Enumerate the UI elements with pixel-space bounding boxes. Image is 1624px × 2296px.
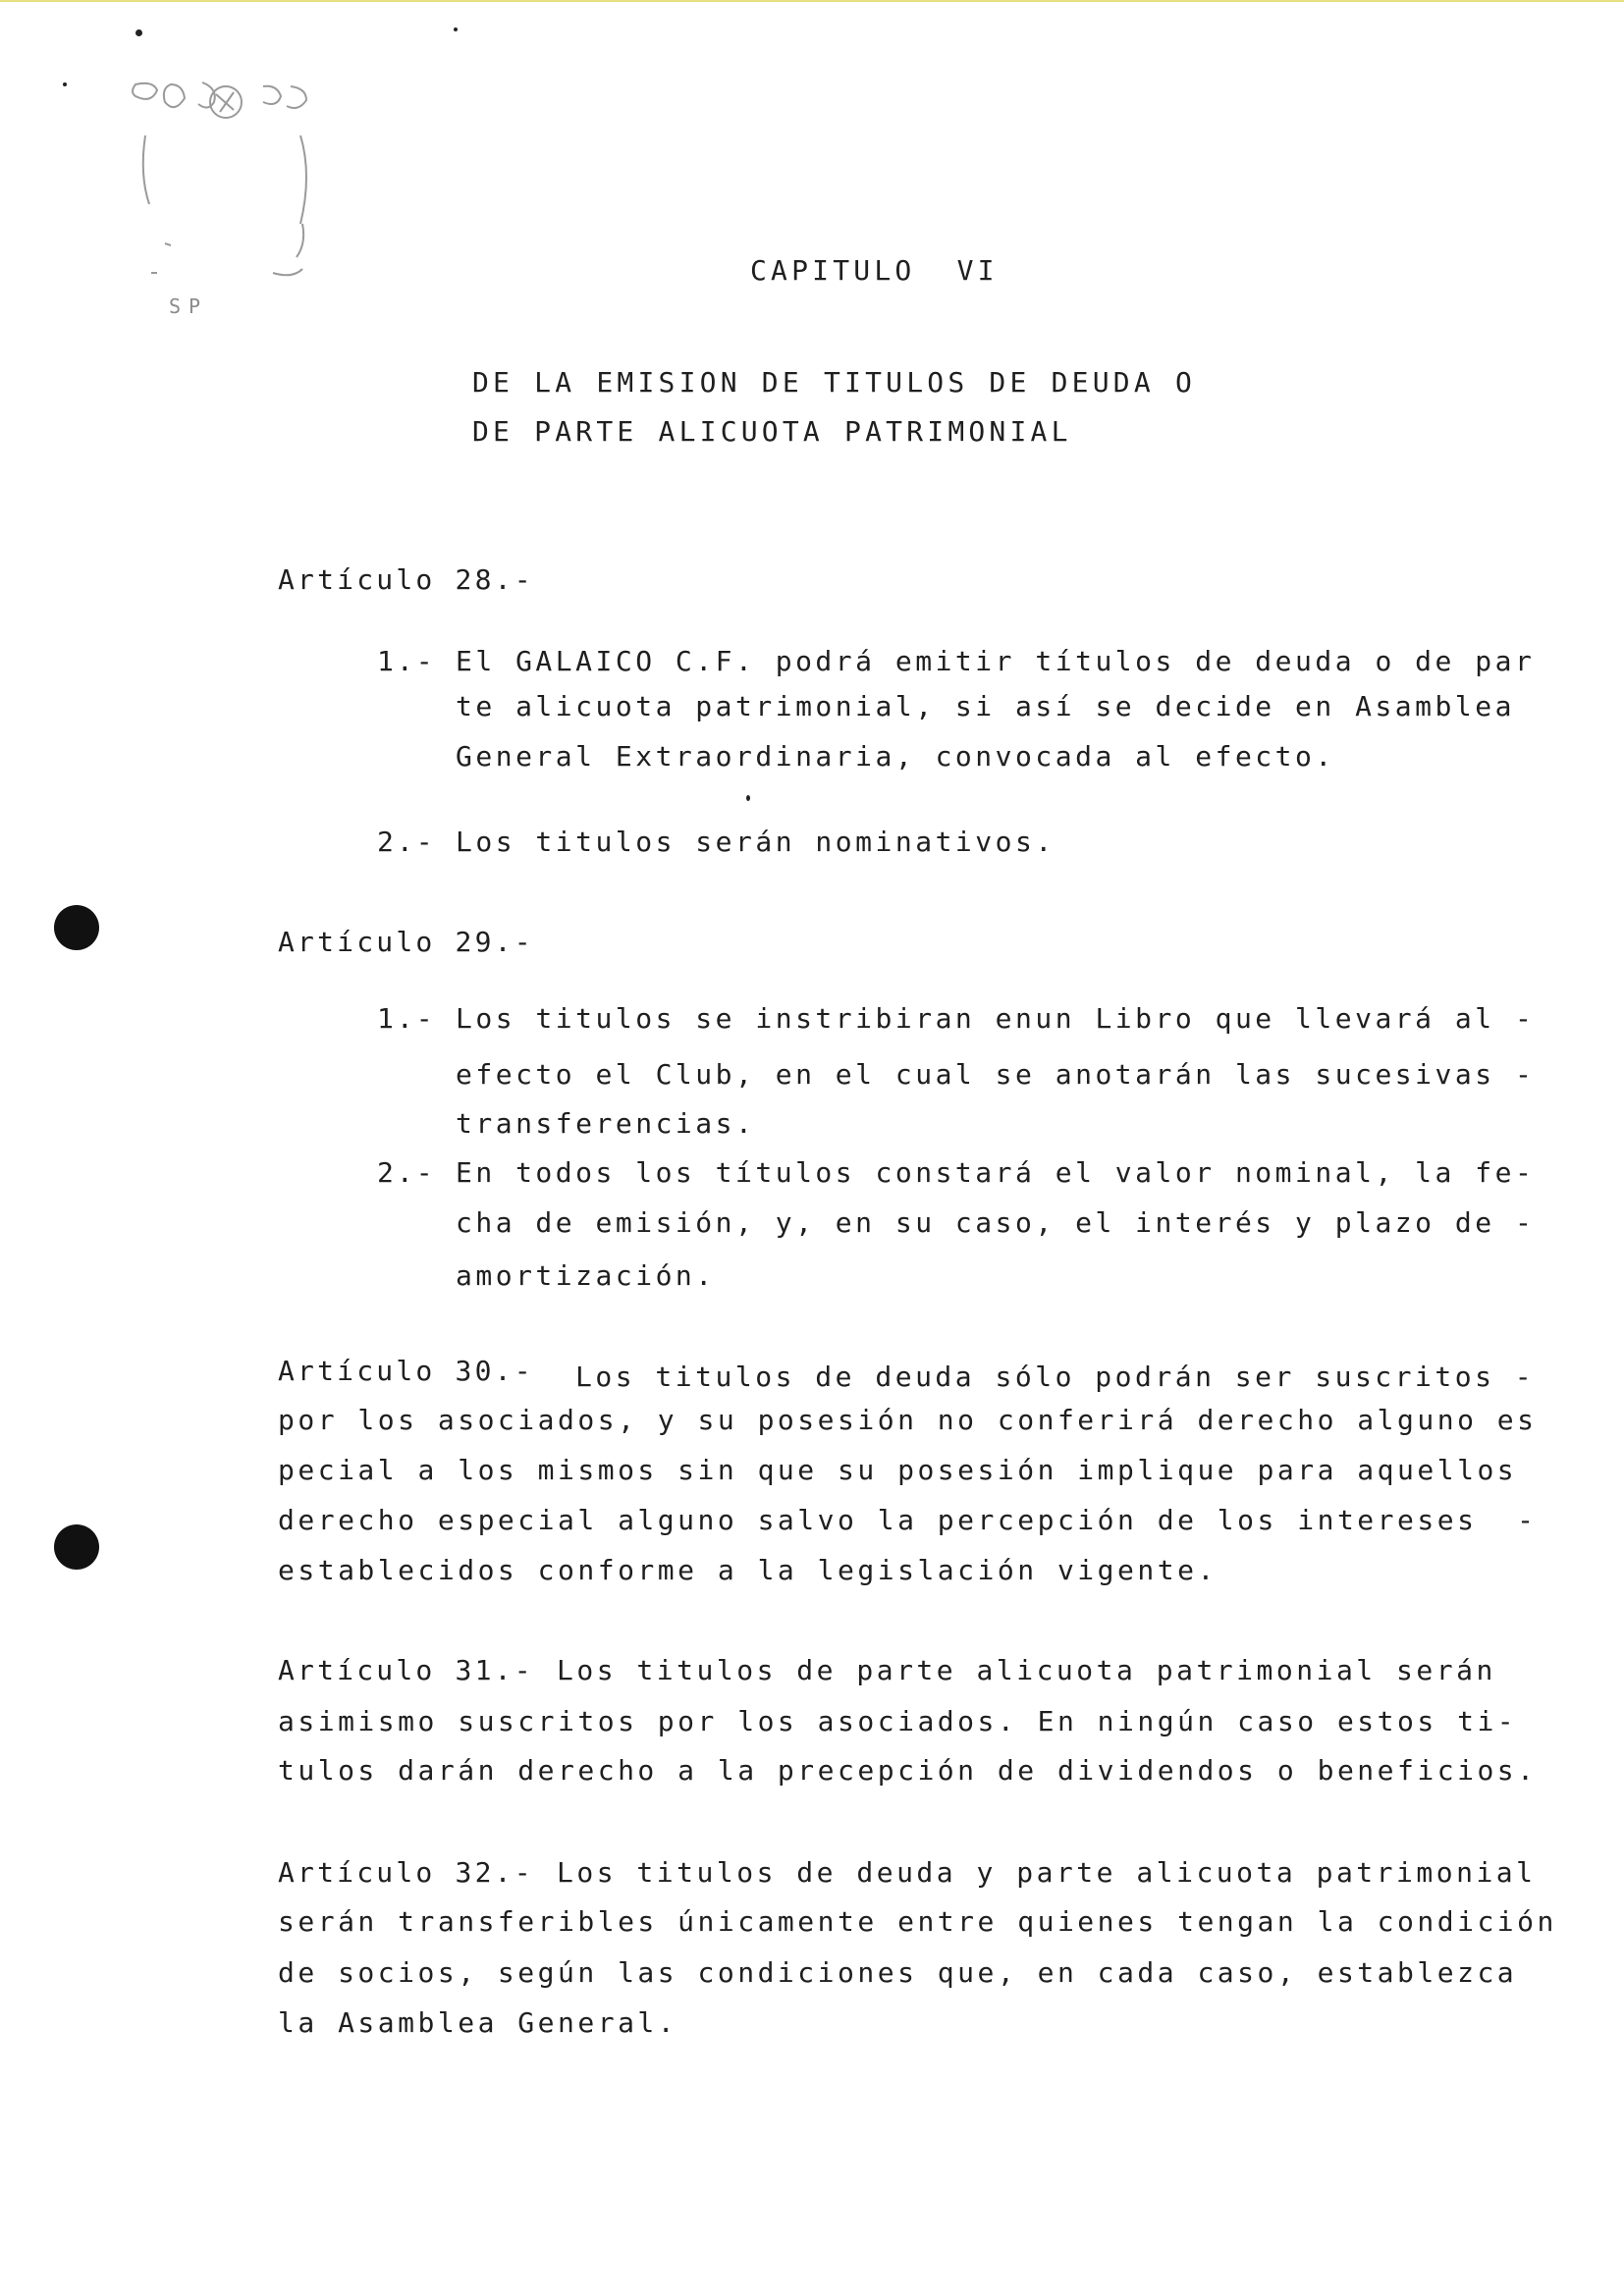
article-28-item-1-number: 1.- <box>377 645 436 677</box>
binder-hole-bottom <box>54 1524 99 1570</box>
article-28-item-1-line-2: te alicuota patrimonial, si así se decide en Asamblea <box>456 690 1515 722</box>
ink-speck <box>135 29 142 36</box>
article-29-item-2-line-3: amortización. <box>456 1259 716 1292</box>
article-32-line-1: Los titulos de deuda y parte alicuota patrimonial <box>557 1856 1537 1889</box>
article-32-line-2: serán transferibles únicamente entre quienes tengan la condición <box>278 1905 1557 1938</box>
chapter-subtitle-line-1: DE LA EMISION DE TITULOS DE DEUDA O <box>472 366 1197 399</box>
article-32-label: Artículo 32.- <box>278 1856 534 1889</box>
article-28-label: Artículo 28.- <box>278 563 534 596</box>
article-32-line-3: de socios, según las condiciones que, en cada caso, establezca <box>278 1956 1518 1989</box>
article-31-line-2: asimismo suscritos por los asociados. En ningún caso estos ti- <box>278 1705 1518 1737</box>
ink-speck <box>746 795 750 801</box>
chapter-title: CAPITULO VI <box>750 254 999 287</box>
article-28-item-1-line-1: El GALAICO C.F. podrá emitir títulos de deuda o de par <box>456 645 1536 677</box>
article-28-item-2-line-1: Los titulos serán nominativos. <box>456 826 1056 858</box>
article-29-item-1-line-3: transferencias. <box>456 1107 756 1140</box>
article-30-line-2: por los asociados, y su posesión no conferirá derecho alguno es <box>278 1404 1538 1436</box>
article-29-item-1-line-1: Los titulos se instribiran enun Libro que llevará al - <box>456 1002 1536 1035</box>
article-30-line-3: pecial a los mismos sin que su posesión implique para aquellos <box>278 1454 1518 1486</box>
club-seal-stamp <box>126 77 332 332</box>
ink-speck <box>63 82 67 86</box>
article-28-item-1-line-3: General Extraordinaria, convocada al efecto. <box>456 740 1335 773</box>
article-29-item-1-number: 1.- <box>377 1002 436 1035</box>
binder-hole-top <box>54 905 99 950</box>
seal-stamp-text: SP <box>169 294 209 318</box>
article-30-line-5: establecidos conforme a la legislación vigente. <box>278 1554 1218 1586</box>
article-30-line-4: derecho especial alguno salvo la percepción de los intereses - <box>278 1504 1538 1536</box>
article-29-item-2-line-2: cha de emisión, y, en su caso, el interés y plazo de - <box>456 1206 1536 1239</box>
article-32-line-4: la Asamblea General. <box>278 2006 678 2039</box>
article-30-label: Artículo 30.- <box>278 1355 534 1387</box>
article-29-item-1-line-2: efecto el Club, en el cual se anotarán las sucesivas - <box>456 1058 1536 1091</box>
article-31-label: Artículo 31.- <box>278 1654 534 1686</box>
article-29-item-2-number: 2.- <box>377 1156 436 1189</box>
article-29-label: Artículo 29.- <box>278 926 534 958</box>
chapter-subtitle-line-2: DE PARTE ALICUOTA PATRIMONIAL <box>472 415 1072 448</box>
article-31-line-3: tulos darán derecho a la precepción de dividendos o beneficios. <box>278 1754 1538 1787</box>
article-28-item-2-number: 2.- <box>377 826 436 858</box>
article-29-item-2-line-1: En todos los títulos constará el valor nominal, la fe- <box>456 1156 1536 1189</box>
article-31-line-1: Los titulos de parte alicuota patrimonial serán <box>557 1654 1496 1686</box>
article-30-line-1: Los titulos de deuda sólo podrán ser suscritos - <box>575 1361 1536 1393</box>
page-top-edge <box>0 0 1624 2</box>
ink-speck <box>454 27 458 31</box>
